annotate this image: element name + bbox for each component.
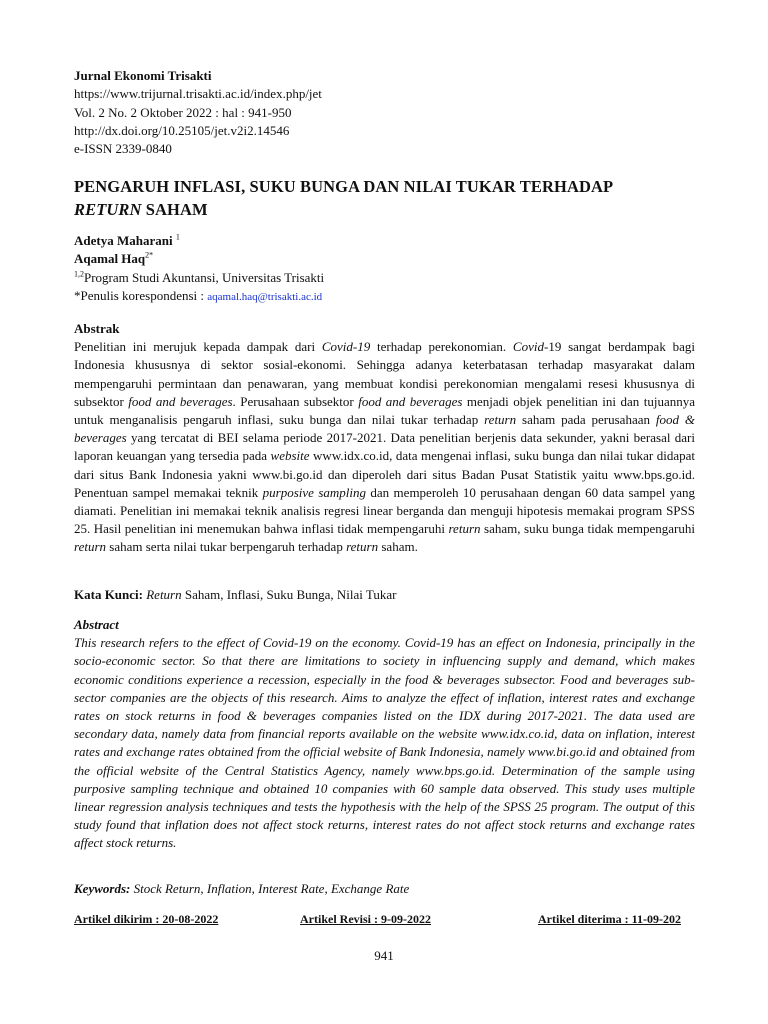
abstrak-text: . Perusahaan subsektor — [232, 393, 359, 409]
abstrak-section — [74, 320, 695, 557]
abstract-heading: Abstract — [74, 617, 119, 632]
keywords-text: Stock Return, Inflation, Interest Rate, Exchange Rate — [130, 881, 410, 896]
author-2 — [74, 250, 694, 268]
date-submitted: Artikel dikirim : 20-08-2022 — [74, 912, 219, 926]
author-1 — [74, 232, 694, 250]
abstrak-text: terhadap perekonomian. — [370, 339, 513, 355]
author-1-name: Adetya Maharani — [74, 233, 173, 248]
affiliation-sup: 1,2 — [74, 269, 84, 279]
abstrak-italic: return — [346, 539, 379, 555]
abstrak-italic: food and beverages — [128, 393, 233, 409]
abstrak-italic: website — [270, 448, 310, 464]
abstrak-text: dan memperoleh 10 perusahaan dengan 60 data sampel yang diamati. Penelitian ini memakai teknik analisis regresi linear berganda dan menguji hipotesis memakai program SPSS 25. Hasil penelitian ini menemukan bahwa inflasi tidak mempengaruhi — [74, 484, 695, 537]
issn: e-ISSN 2339-0840 — [74, 141, 172, 157]
keywords-label: Keywords: — [74, 881, 131, 896]
date-accepted: Artikel diterima : 11-09-202 — [538, 912, 681, 926]
keywords — [74, 880, 694, 898]
affiliation-text: Program Studi Akuntansi, Universitas Trisakti — [84, 269, 325, 285]
abstrak-italic: Covid-19 — [321, 339, 371, 355]
kata-kunci-label: Kata Kunci: — [74, 587, 147, 602]
correspondence-email[interactable]: aqamal.haq@trisakti.ac.id — [207, 290, 323, 303]
abstrak-heading: Abstrak — [74, 321, 120, 336]
affiliation — [74, 269, 694, 287]
author-2-sup: 2* — [145, 250, 154, 260]
abstrak-text: -19 sangat berdampak bagi Indonesia khususnya di sektor sosial-ekonomi. Sehingga adanya keterbatasan terhadap masyarakat dalam mempengaruhi permintaan dan penawaran, yang membuat kondisi perekonomian mengalami resesi khususnya di subsektor — [74, 339, 695, 409]
abstrak-text: www.idx.co.id, data mengenai inflasi, suku bunga dan nilai tukar didapat dari situs Bank Indonesia yakni www.bi.go.id dan diperoleh dari situs Badan Pusat Statistik yaitu www.bps.go.id. Penentuan sampel memakai teknik — [74, 448, 695, 500]
abstrak-text: yang tercatat di BEI selama periode 2017-2021. Data penelitian berjenis data sekunder, yakni berasal dari laporan keuangan yang tersedia pada — [74, 430, 695, 464]
abstrak-text: saham serta nilai tukar berpengaruh terhadap — [106, 539, 347, 555]
abstrak-italic: purposive sampling — [262, 484, 367, 500]
abstrak-italic: Covid — [512, 339, 544, 355]
journal-header — [74, 67, 694, 158]
abstrak-italic: return — [74, 539, 107, 555]
title-line-2 — [74, 199, 694, 222]
abstrak-body — [74, 338, 695, 556]
doi-link[interactable]: http://dx.doi.org/10.25105/jet.v2i2.14546 — [74, 122, 290, 138]
correspondence-label: *Penulis korespondensi : — [74, 287, 208, 303]
title-italic-word: RETURN — [74, 199, 142, 219]
abstrak-text: Penelitian ini merujuk kepada dampak dari — [74, 339, 322, 355]
abstrak-text: saham, suku bunga tidak mempengaruhi — [480, 521, 695, 537]
abstrak-italic: return — [448, 521, 481, 537]
kata-kunci — [74, 586, 694, 604]
page-number: 941 — [374, 948, 394, 963]
journal-url[interactable]: https://www.trijurnal.trisakti.ac.id/index.php/jet — [74, 86, 322, 102]
kata-kunci-text: Saham, Inflasi, Suku Bunga, Nilai Tukar — [181, 587, 397, 602]
kata-kunci-italic: Return — [146, 587, 182, 602]
paper-title — [74, 176, 694, 221]
abstrak-text: saham. — [378, 539, 418, 555]
authors-block — [74, 232, 694, 306]
volume-info: Vol. 2 No. 2 Oktober 2022 : hal : 941-950 — [74, 104, 292, 120]
title-line-1: PENGARUH INFLASI, SUKU BUNGA DAN NILAI TUKAR TERHADAP — [74, 177, 614, 196]
author-1-sup: 1 — [175, 232, 180, 242]
abstract-section — [74, 616, 695, 853]
abstrak-italic: food and beverages — [358, 393, 463, 409]
date-revised: Artikel Revisi : 9-09-2022 — [300, 912, 431, 926]
abstract-body: This research refers to the effect of Covid-19 on the economy. Covid-19 has an effect on Indonesia, principally in the socio-economic sector. So that there are limitations to society in influencing supply and demand, which makes economic conditions experience a recession, especially in the food & beverages subsector. Food and beverages sub-sector companies are the objects of this research. Aims to analyze the effect of inflation, interest rates and exchange rates on stock returns in food & beverages companies listed on the IDX during 2017-2021. The data used are secondary data, namely data from financial reports available on the website www.idx.co.id, data on inflation, interest rates and exchange rates obtained from the official website of Bank Indonesia, namely www.bi.go.id and obtained from the official website of the Central Statistics Agency, namely www.bps.go.id. Determination of the sample using purposive sampling technique and obtained 10 companies with 60 sample data observed. This study uses multiple linear regression analysis techniques and tests the hypothesis with the help of the SPSS 25 program. The output of this study found that inflation does not affect stock returns, interest rates do not affect stock returns and exchange rates affect stock returns. — [74, 635, 695, 851]
abstrak-text: saham pada perusahaan — [516, 412, 656, 428]
title-rest: SAHAM — [141, 199, 208, 219]
author-2-name: Aqamal Haq — [74, 251, 146, 267]
abstrak-italic: return — [484, 412, 517, 428]
article-dates — [74, 912, 694, 930]
correspondence — [74, 287, 694, 306]
abstrak-text: menjadi objek penelitian ini dan tujuannya untuk menganalisis pengaruh inflasi, suku bunga dan nilai tukar terhadap — [74, 393, 695, 428]
journal-name: Jurnal Ekonomi Trisakti — [74, 68, 212, 83]
abstrak-italic: food & beverages — [74, 412, 695, 446]
